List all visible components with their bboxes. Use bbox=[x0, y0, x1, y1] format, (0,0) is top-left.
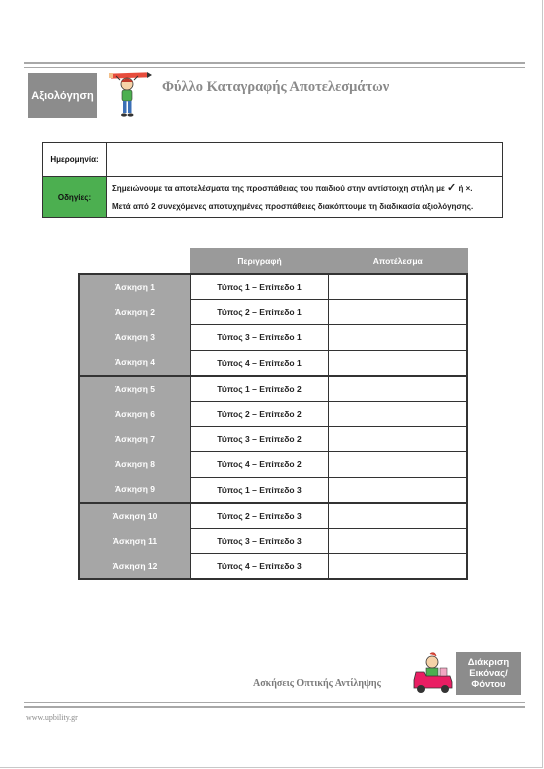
topic-badge-line-2: Εικόνας/ bbox=[469, 668, 508, 679]
date-row bbox=[43, 143, 503, 177]
instructions-label: Οδηγίες: bbox=[57, 192, 92, 202]
instructions-label-cell bbox=[43, 177, 107, 218]
exercise-cell: Άσκηση 8 bbox=[79, 452, 191, 477]
description-cell: Τύπος 2 – Επίπεδο 3 bbox=[191, 503, 329, 529]
header-rule-bottom bbox=[24, 67, 525, 68]
result-cell[interactable] bbox=[329, 554, 468, 580]
table-row bbox=[79, 274, 467, 300]
description-cell: Τύπος 2 – Επίπεδο 2 bbox=[191, 401, 329, 426]
description-cell: Τύπος 2 – Επίπεδο 1 bbox=[191, 300, 329, 325]
table-row bbox=[79, 554, 467, 580]
date-field[interactable] bbox=[107, 143, 503, 177]
result-cell[interactable] bbox=[329, 503, 468, 529]
exercise-cell: Άσκηση 7 bbox=[79, 427, 191, 452]
footer-rule-top bbox=[24, 702, 525, 703]
description-cell: Τύπος 3 – Επίπεδο 2 bbox=[191, 427, 329, 452]
result-cell[interactable] bbox=[329, 452, 468, 477]
instructions-line-2: Μετά από 2 συνεχόμενες αποτυχημένες προσπάθειες διακόπτουμε τη διαδικασία αξιολόγησης. bbox=[112, 201, 474, 211]
assessment-badge bbox=[28, 73, 97, 118]
child-in-car-icon bbox=[410, 650, 456, 696]
child-with-pencil-icon bbox=[108, 68, 152, 120]
result-cell[interactable] bbox=[329, 401, 468, 426]
exercise-cell: Άσκηση 10 bbox=[79, 503, 191, 529]
header-corner bbox=[79, 249, 191, 275]
result-cell[interactable] bbox=[329, 300, 468, 325]
result-cell[interactable] bbox=[329, 427, 468, 452]
assessment-badge-label: Αξιολόγηση bbox=[31, 89, 94, 102]
table-row bbox=[79, 376, 467, 402]
website-link[interactable]: www.upbility.gr bbox=[26, 713, 78, 722]
exercise-cell: Άσκηση 5 bbox=[79, 376, 191, 402]
exercise-cell: Άσκηση 2 bbox=[79, 300, 191, 325]
header-result: Αποτέλεσμα bbox=[329, 249, 468, 275]
date-label-cell bbox=[43, 143, 107, 177]
result-cell[interactable] bbox=[329, 325, 468, 350]
description-cell: Τύπος 4 – Επίπεδο 3 bbox=[191, 554, 329, 580]
series-title: Ασκήσεις Οπτικής Αντίληψης bbox=[253, 678, 381, 689]
table-row bbox=[79, 503, 467, 529]
description-cell: Τύπος 1 – Επίπεδο 1 bbox=[191, 274, 329, 300]
result-cell[interactable] bbox=[329, 274, 468, 300]
date-label: Ημερομηνία: bbox=[50, 155, 99, 164]
result-cell[interactable] bbox=[329, 350, 468, 376]
result-cell[interactable] bbox=[329, 376, 468, 402]
table-row bbox=[79, 300, 467, 325]
exercise-cell: Άσκηση 12 bbox=[79, 554, 191, 580]
table-row bbox=[79, 452, 467, 477]
table-row bbox=[79, 477, 467, 503]
exercise-cell: Άσκηση 1 bbox=[79, 274, 191, 300]
topic-badge bbox=[456, 652, 521, 695]
result-cell[interactable] bbox=[329, 477, 468, 503]
cross-mark-icon: ×. bbox=[465, 183, 473, 193]
exercise-cell: Άσκηση 11 bbox=[79, 528, 191, 553]
description-cell: Τύπος 3 – Επίπεδο 3 bbox=[191, 528, 329, 553]
table-row bbox=[79, 350, 467, 376]
or-word: ή bbox=[458, 183, 464, 193]
footer-rule-bottom bbox=[24, 706, 525, 708]
page-title: Φύλλο Καταγραφής Αποτελεσμάτων bbox=[162, 79, 390, 95]
topic-badge-line-3: Φόντου bbox=[471, 679, 506, 690]
exercise-cell: Άσκηση 6 bbox=[79, 401, 191, 426]
results-table bbox=[78, 248, 468, 580]
header-rule-top bbox=[24, 62, 525, 64]
table-row bbox=[79, 401, 467, 426]
exercise-cell: Άσκηση 9 bbox=[79, 477, 191, 503]
exercise-cell: Άσκηση 3 bbox=[79, 325, 191, 350]
description-cell: Τύπος 1 – Επίπεδο 3 bbox=[191, 477, 329, 503]
table-row bbox=[79, 325, 467, 350]
info-table bbox=[42, 142, 503, 218]
exercise-cell: Άσκηση 4 bbox=[79, 350, 191, 376]
table-row bbox=[79, 528, 467, 553]
description-cell: Τύπος 3 – Επίπεδο 1 bbox=[191, 325, 329, 350]
topic-badge-line-1: Διάκριση bbox=[467, 657, 510, 668]
result-cell[interactable] bbox=[329, 528, 468, 553]
header-description: Περιγραφή bbox=[191, 249, 329, 275]
description-cell: Τύπος 4 – Επίπεδο 1 bbox=[191, 350, 329, 376]
instructions-line-1: Σημειώνουμε τα αποτελέσματα της προσπάθειας του παιδιού στην αντίστοιχη στήλη με bbox=[112, 183, 445, 193]
instructions-row bbox=[43, 177, 503, 218]
results-header-row bbox=[79, 249, 467, 275]
instructions-text bbox=[107, 177, 503, 218]
results-body bbox=[79, 274, 467, 579]
description-cell: Τύπος 4 – Επίπεδο 2 bbox=[191, 452, 329, 477]
table-row bbox=[79, 427, 467, 452]
check-mark-icon: ✓ bbox=[447, 181, 457, 194]
description-cell: Τύπος 1 – Επίπεδο 2 bbox=[191, 376, 329, 402]
